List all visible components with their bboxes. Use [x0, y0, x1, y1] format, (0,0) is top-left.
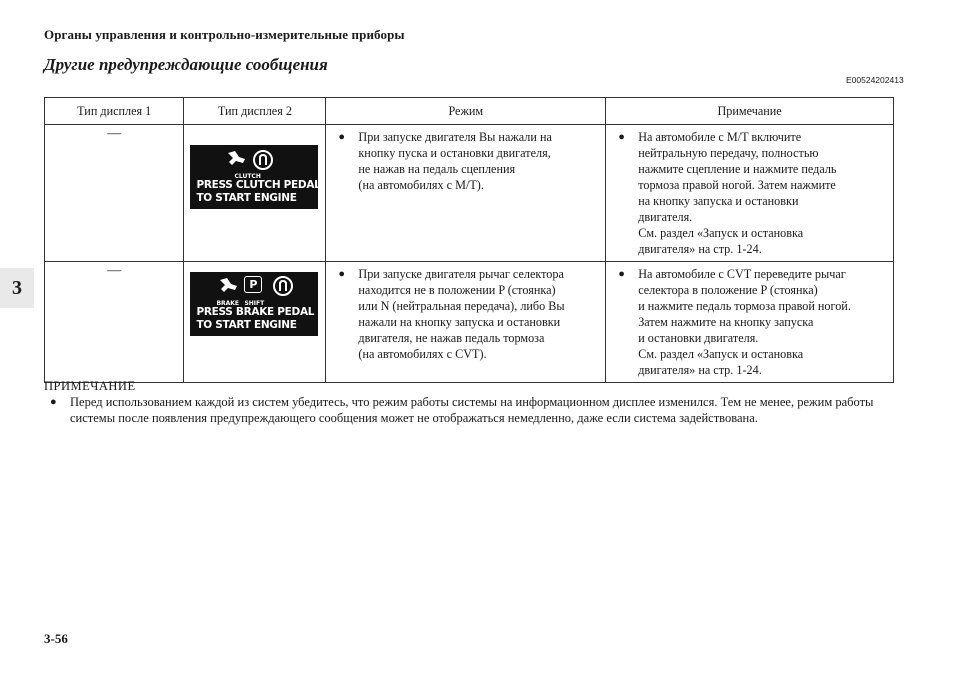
note-line: тормоза правой ногой. Затем нажмите [638, 178, 836, 192]
note-paragraph [44, 394, 894, 426]
note-cell [606, 262, 894, 383]
lcd-line-2: TO START ENGINE [196, 319, 297, 331]
clutch-warning-display [190, 145, 321, 209]
brake-warning-display [190, 272, 318, 336]
bullet-icon: ● [50, 396, 57, 408]
note-line: На автомобиле с M/T включите [638, 130, 802, 144]
bullet-icon: ● [618, 268, 625, 280]
col-header-display1: Тип дисплея 1 [45, 98, 184, 125]
table-row [45, 125, 894, 262]
note-line: нейтральную передачу, полностью [638, 146, 819, 160]
clutch-label: CLUTCH [234, 173, 261, 180]
lcd-line-2: TO START ENGINE [196, 192, 297, 204]
mode-line: или N (нейтральная передача), либо Вы [358, 299, 565, 313]
col-header-mode: Режим [326, 98, 606, 125]
mode-cell [326, 262, 606, 383]
start-button-icon [272, 275, 294, 297]
mode-line: При запуске двигателя рычаг селектора [358, 267, 564, 281]
running-header: Органы управления и контрольно-измерительные приборы [44, 27, 405, 42]
mode-line: кнопку пуска и остановки двигателя, [358, 146, 551, 160]
note-line: на кнопку запуска и остановки [638, 194, 799, 208]
table-row [45, 262, 894, 383]
display1-cell: — [45, 262, 184, 383]
mode-line: не нажав на педаль сцепления [358, 162, 516, 176]
note-line: двигателя» на стр. 1-24. [638, 242, 762, 256]
note-line: двигателя» на стр. 1-24. [638, 363, 762, 377]
note-line: и нажмите педаль тормоза правой ногой. [638, 299, 851, 313]
display2-cell [184, 125, 326, 262]
section-code: E00524202413 [846, 75, 904, 85]
bullet-icon: ● [618, 131, 625, 143]
display2-cell [184, 262, 326, 383]
mode-line: (на автомобилях с M/T). [358, 178, 484, 192]
note-cell [606, 125, 894, 262]
chapter-tab: 3 [0, 268, 34, 308]
note-text: Перед использованием каждой из систем убедитесь, что режим работы системы на информационном дисплее изменился. Тем не менее, режим работы системы после появления предупреждающего сообщения может не отображаться немедленно, даже если система задействована. [70, 395, 874, 425]
brake-pedal-icon [218, 276, 240, 296]
col-header-display2: Тип дисплея 2 [184, 98, 326, 125]
mode-line: При запуске двигателя Вы нажали на [358, 130, 552, 144]
mode-cell [326, 125, 606, 262]
display1-cell: — [45, 125, 184, 262]
lcd-line-1: PRESS BRAKE PEDAL [196, 306, 315, 318]
note-line: На автомобиле с CVT переведите рычаг [638, 267, 846, 281]
warning-messages-table [44, 97, 894, 383]
lcd-line-1: PRESS CLUTCH PEDAL [196, 179, 321, 191]
note-heading: ПРИМЕЧАНИЕ [44, 379, 136, 393]
note-line: селектора в положение P (стоянка) [638, 283, 818, 297]
mode-line: (на автомобилях с CVT). [358, 347, 487, 361]
section-title: Другие предупреждающие сообщения [44, 55, 328, 74]
start-button-icon [252, 149, 274, 171]
bullet-icon: ● [338, 268, 346, 280]
shift-label: SHIFT [244, 300, 265, 307]
bullet-icon: ● [338, 131, 346, 143]
park-gear-icon: P [244, 276, 262, 293]
note-line: См. раздел «Запуск и остановка [638, 347, 804, 361]
note-line: двигателя. [638, 210, 693, 224]
page-number: 3-56 [44, 631, 68, 646]
mode-line: находится не в положении P (стоянка) [358, 283, 556, 297]
mode-line: двигателя, не нажав педаль тормоза [358, 331, 545, 345]
col-header-note: Примечание [606, 98, 894, 125]
mode-line: нажали на кнопку запуска и остановки [358, 315, 561, 329]
note-line: Затем нажмите на кнопку запуска [638, 315, 814, 329]
note-line: См. раздел «Запуск и остановка [638, 226, 804, 240]
table-header-row [45, 98, 894, 125]
brake-label: BRAKE [216, 300, 240, 307]
note-line: нажмите сцепление и нажмите педаль [638, 162, 837, 176]
clutch-pedal-icon [226, 149, 248, 169]
note-line: и остановки двигателя. [638, 331, 759, 345]
